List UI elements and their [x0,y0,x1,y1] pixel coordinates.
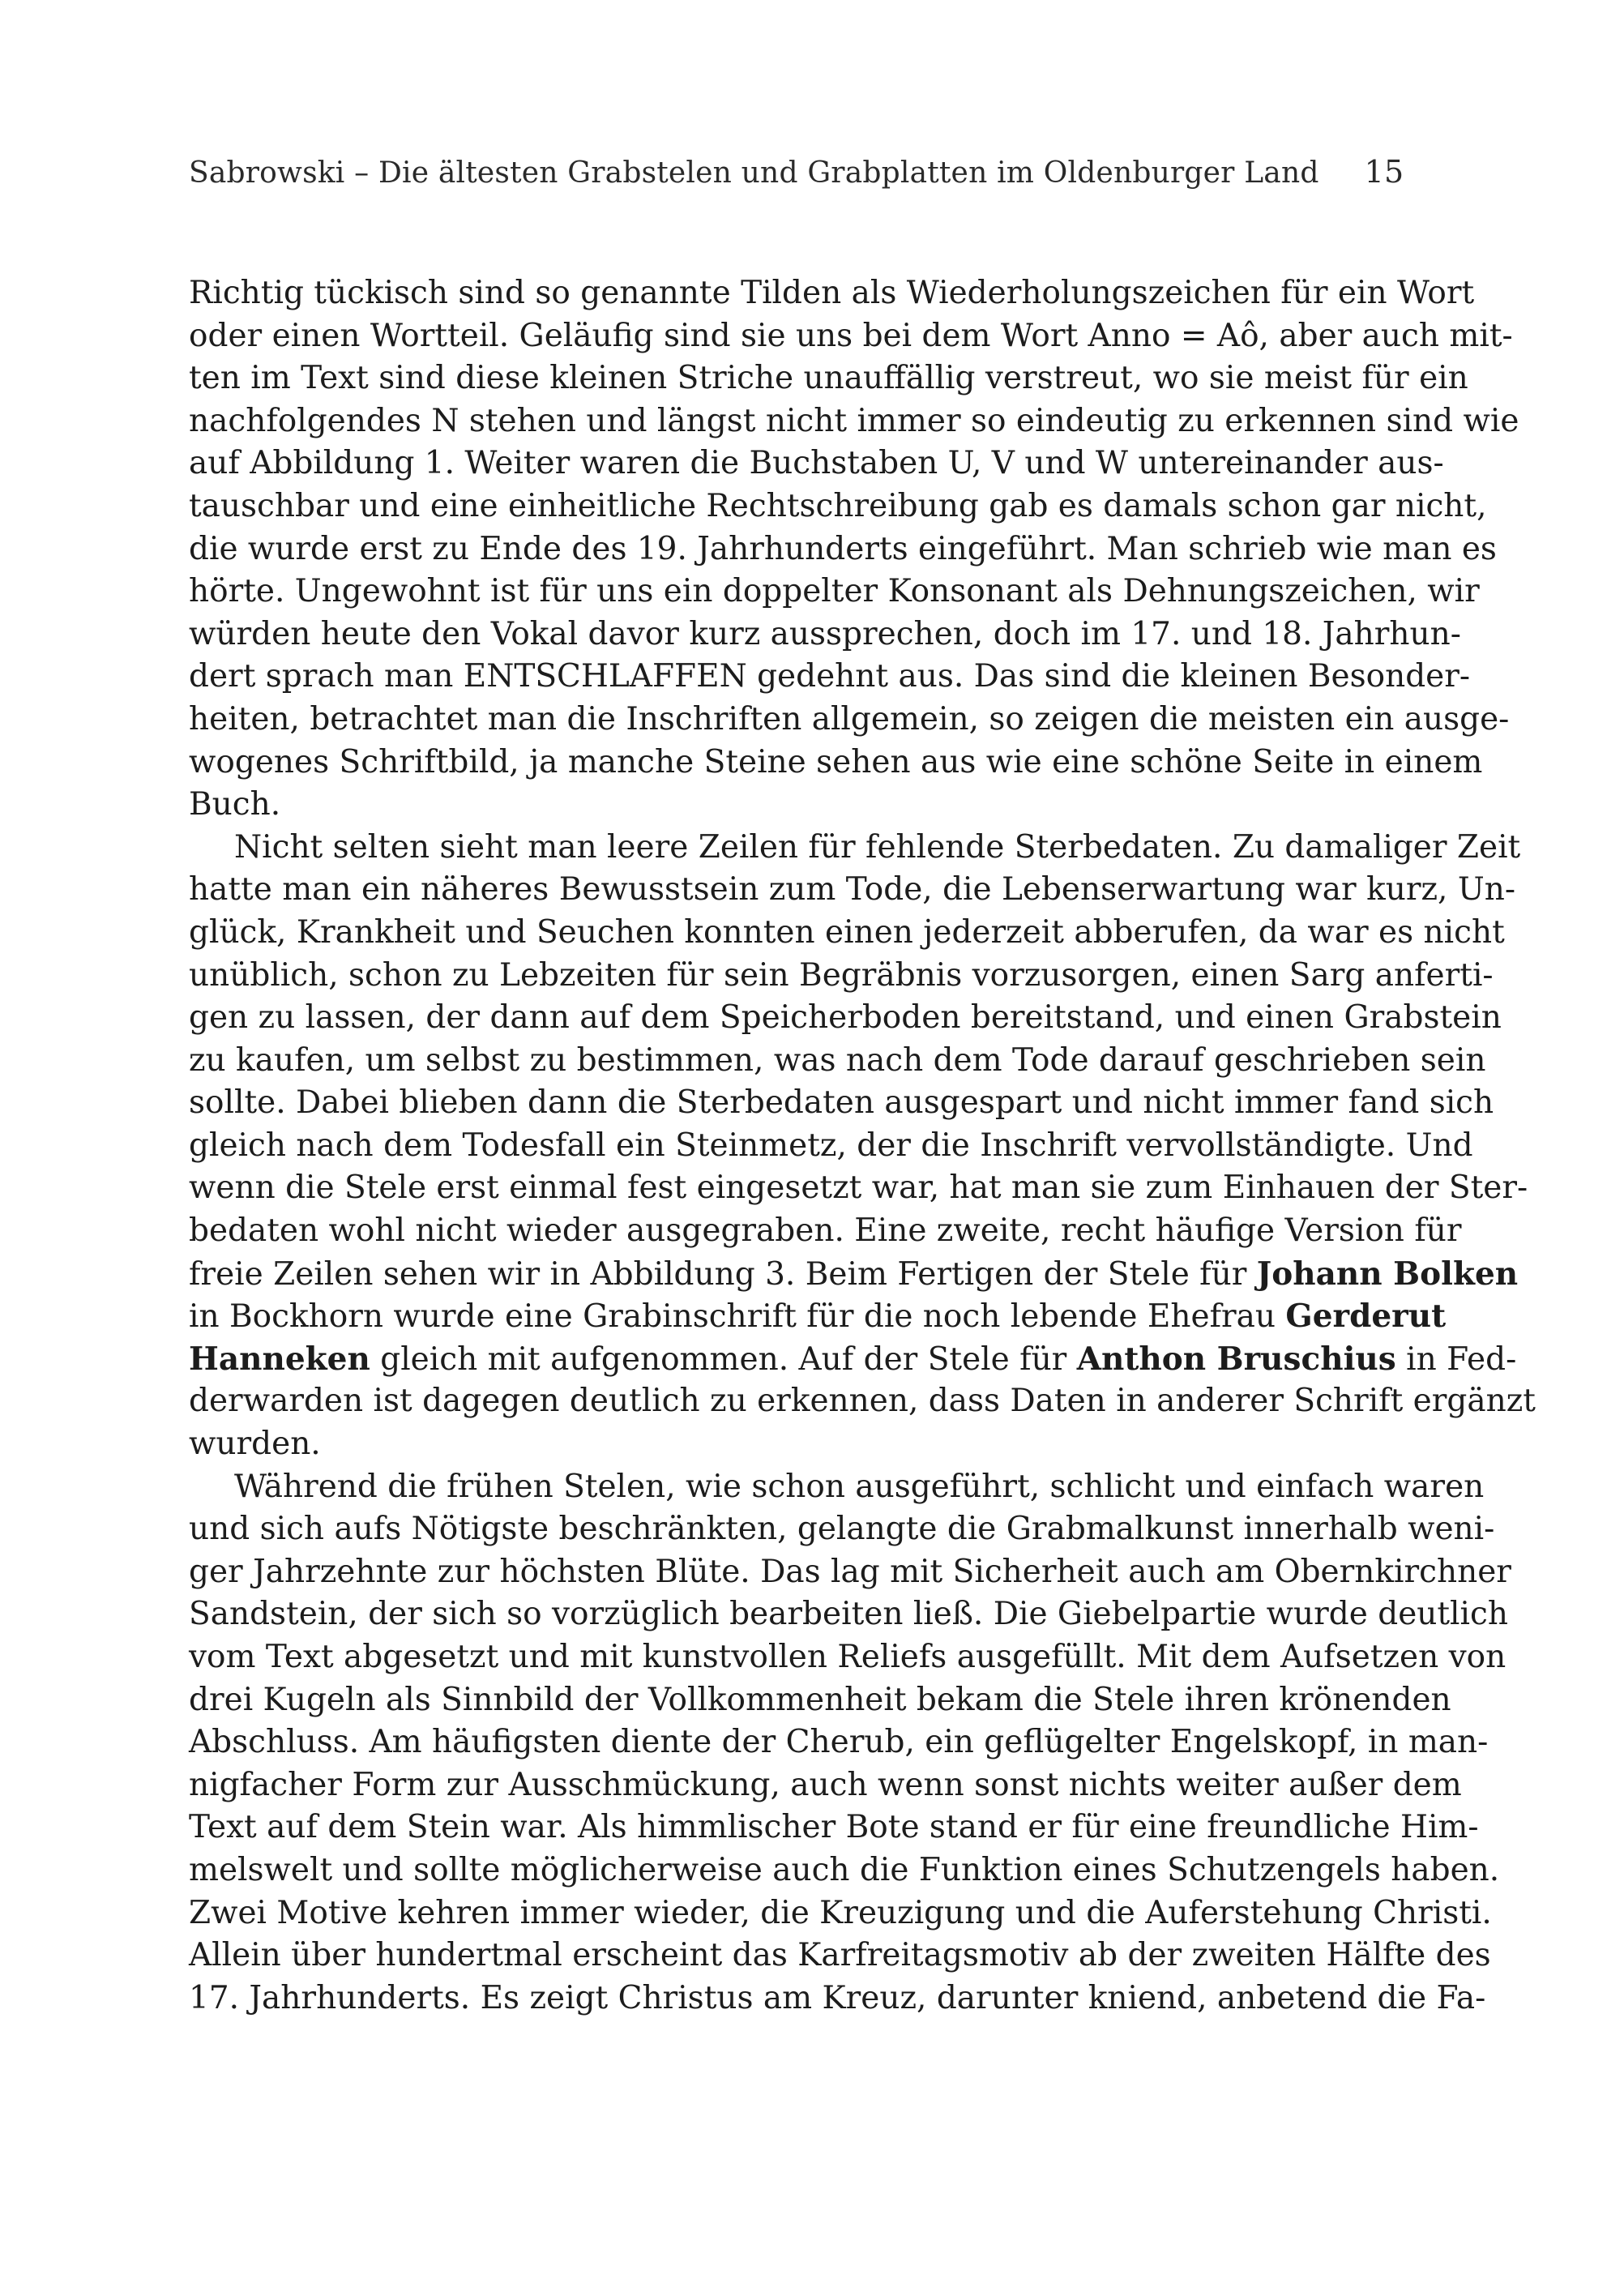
text-line: zu kaufen, um selbst zu bestimmen, was nach dem Tode darauf geschrieben sein [189,1041,1486,1079]
text-line: wenn die Stele erst einmal fest eingesetzt war, hat man sie zum Einhauen der Ster- [189,1169,1528,1207]
text-line [189,1253,1519,1296]
text-line: nigfacher Form zur Ausschmückung, auch wenn sonst nichts weiter außer dem [189,1766,1462,1803]
text-line: heiten, betrachtet man die Inschriften allgemein, so zeigen die meisten ein ausge- [189,700,1510,738]
text-line: Text auf dem Stein war. Als himmlischer Bote stand er für eine freundliche Him- [189,1809,1479,1846]
text-line: 17. Jahrhunderts. Es zeigt Christus am Kreuz, darunter kniend, anbetend die Fa- [189,1979,1486,2016]
text-line: tauschbar und eine einheitliche Rechtschreibung gab es damals schon gar nicht, [189,487,1487,524]
text-line: ten im Text sind diese kleinen Striche unauffällig verstreut, wo sie meist für ein [189,360,1468,397]
page-number: 15 [1364,154,1404,190]
text-line: Zwei Motive kehren immer wieder, die Kreuzigung und die Auferstehung Christi. [189,1894,1492,1931]
text-line [189,1338,1517,1381]
text-line: Abschluss. Am häufigsten diente der Cherub, ein geflügelter Engelskopf, in man- [189,1724,1489,1761]
text-line: Richtig tückisch sind so genannte Tilden als Wiederholungszeichen für ein Wort [189,275,1475,311]
text-line: Buch. [189,786,281,823]
person-name: Gerderut [1285,1298,1447,1336]
text-line: auf Abbildung 1. Weiter waren die Buchstaben U, V und W untereinander aus- [189,445,1444,482]
text-line [189,1295,1447,1338]
body-text [189,272,1536,2020]
text-line: und sich aufs Nötigste beschränkten, gelangte die Grabmalkunst innerhalb weni- [189,1511,1495,1548]
text-line: gen zu lassen, der dann auf dem Speicherboden bereitstand, und einen Grabstein [189,999,1502,1037]
text-line: sollte. Dabei blieben dann die Sterbedaten ausgespart und nicht immer fand sich [189,1084,1494,1122]
text-line: Nicht selten sieht man leere Zeilen für fehlende Sterbedaten. Zu damaliger Zeit [234,828,1521,866]
text-line: würden heute den Vokal davor kurz aussprechen, doch im 17. und 18. Jahrhun- [189,615,1461,652]
text-run: freie Zeilen sehen wir in Abbildung 3. Beim Fertigen der Stele für [189,1255,1257,1293]
text-line: ger Jahrzehnte zur höchsten Blüte. Das lag mit Sicherheit auch am Obernkirchner [189,1553,1511,1590]
text-line: hatte man ein näheres Bewusstsein zum Tode, die Lebenserwartung war kurz, Un- [189,871,1515,909]
person-name: Hanneken [189,1340,370,1378]
text-line: oder einen Wortteil. Geläufig sind sie uns bei dem Wort Anno = Aô, aber auch mit- [189,317,1513,354]
text-line: Allein über hundertmal erscheint das Karfreitagsmotiv ab der zweiten Hälfte des [189,1937,1491,1974]
text-line: derwarden ist dagegen deutlich zu erkennen, dass Daten in anderer Schrift ergänzt [189,1383,1536,1420]
text-line: melswelt und sollte möglicherweise auch die Funktion eines Schutzengels haben. [189,1851,1500,1888]
text-line: Sandstein, der sich so vorzüglich bearbeiten ließ. Die Giebelpartie wurde deutlich [189,1596,1508,1633]
text-line: hörte. Ungewohnt ist für uns ein doppelter Konsonant als Dehnungszeichen, wir [189,573,1480,610]
running-header [189,154,1404,198]
paragraph [189,272,1519,827]
text-line: nachfolgendes N stehen und längst nicht immer so eindeutig zu erkennen sind wie [189,402,1519,439]
text-line: dert sprach man ENTSCHLAFFEN gedehnt aus. Das sind die kleinen Besonder- [189,658,1471,695]
paragraph [189,827,1536,1466]
text-line: wurden. [189,1426,321,1463]
text-line: glück, Krankheit und Seuchen konnten einen jederzeit abberufen, da war es nicht [189,913,1505,951]
text-run: gleich mit aufgenommen. Auf der Stele für [370,1340,1077,1378]
running-title: Sabrowski – Die ältesten Grabstelen und Grabplatten im Oldenburger Land [189,156,1319,190]
person-name: Anthon Bruschius [1076,1340,1396,1378]
text-line: die wurde erst zu Ende des 19. Jahrhunderts eingeführt. Man schrieb wie man es [189,530,1497,567]
text-line: unüblich, schon zu Lebzeiten für sein Begräbnis vorzusorgen, einen Sarg anferti- [189,956,1494,994]
paragraph [189,1466,1511,2020]
text-run: in Fed- [1395,1340,1517,1378]
text-line: drei Kugeln als Sinnbild der Vollkommenheit bekam die Stele ihren krönenden [189,1681,1451,1718]
person-name: Johann Bolken [1256,1255,1519,1293]
text-line: gleich nach dem Todesfall ein Steinmetz, der die Inschrift vervollständigte. Und [189,1127,1473,1164]
text-run: in Bockhorn wurde eine Grabinschrift für die noch lebende Ehefrau [189,1298,1286,1336]
text-line: wogenes Schriftbild, ja manche Steine sehen aus wie eine schöne Seite in einem [189,743,1483,780]
text-line: bedaten wohl nicht wieder ausgegraben. Eine zweite, recht häufige Version für [189,1212,1462,1250]
text-line: Während die frühen Stelen, wie schon ausgeführt, schlicht und einfach waren [234,1468,1485,1505]
text-line: vom Text abgesetzt und mit kunstvollen Reliefs ausgefüllt. Mit dem Aufsetzen von [189,1639,1506,1675]
